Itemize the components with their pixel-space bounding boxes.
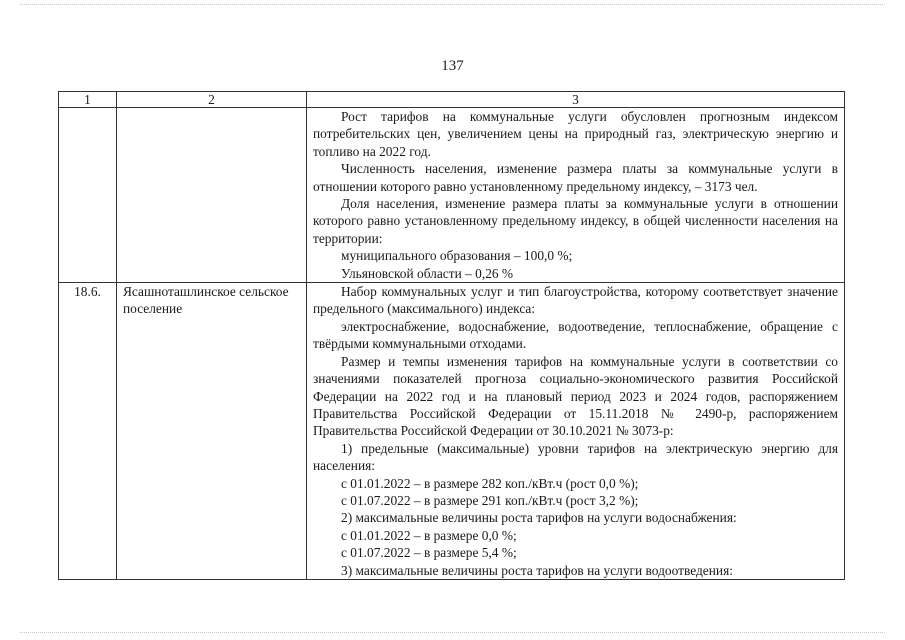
description-paragraph: с 01.01.2022 – в размере 0,0 %; xyxy=(341,527,517,543)
page-number: 137 xyxy=(441,58,464,74)
description-cell xyxy=(307,108,845,283)
description-paragraph: с 01.01.2022 – в размере 282 коп./кВт.ч (рост 0,0 %); xyxy=(341,475,639,491)
scan-edge-bottom xyxy=(20,632,885,634)
description-paragraph: с 01.07.2022 – в размере 5,4 %; xyxy=(341,545,517,561)
description-paragraph: Набор коммунальных услуг и тип благоустройства, которому соответствует значение предельного (максимального) индекса: xyxy=(313,284,838,317)
description-paragraph: Ульяновской области – 0,26 % xyxy=(341,265,514,281)
table-row xyxy=(59,283,845,580)
tariff-table xyxy=(58,91,845,580)
table-body xyxy=(59,108,845,580)
description-paragraph: с 01.07.2022 – в размере 291 коп./кВт.ч (рост 3,2 %); xyxy=(341,492,639,508)
description-paragraph: Размер и темпы изменения тарифов на коммунальные услуги в соответствии со значениями показателей прогноза социально-экономического развития Российской Федерации на 2022 год и на плановый период 2023 и 2024 годов, распоряжением Правительства Российской Федерации от 15.11.2018 № 2490-р, распоряжением Правительства Российской Федерации от 30.10.2021 № 3073-р: xyxy=(313,353,838,439)
description-paragraph: Рост тарифов на коммунальные услуги обусловлен прогнозным индексом потребительских цен, увеличением цены на природный газ, электрическую энергию и топливо на 2022 год. xyxy=(313,109,838,159)
column-header-3: 3 xyxy=(307,92,845,108)
row-number-cell: 18.6. xyxy=(59,283,117,580)
column-header-2: 2 xyxy=(117,92,307,108)
description-cell xyxy=(307,283,845,580)
row-number-cell xyxy=(59,108,117,283)
table-header-row xyxy=(59,92,845,108)
description-paragraph: муниципального образования – 100,0 %; xyxy=(341,248,573,264)
settlement-name-cell xyxy=(117,108,307,283)
description-paragraph: 2) максимальные величины роста тарифов на услуги водоснабжения: xyxy=(341,510,737,526)
description-paragraph: 3) максимальные величины роста тарифов на услуги водоотведения: xyxy=(341,562,733,578)
description-paragraph: 1) предельные (максимальные) уровни тарифов на электрическую энергию для населения: xyxy=(313,440,838,474)
description-paragraph: электроснабжение, водоснабжение, водоотведение, теплоснабжение, обращение с твёрдыми коммунальными отходами. xyxy=(313,318,838,352)
description-paragraph: Численность населения, изменение размера платы за коммунальные услуги в отношении которого равно установленному предельному индексу, – 3173 чел. xyxy=(313,161,838,194)
settlement-name-cell: Ясашноташлинское сельское поселение xyxy=(117,283,307,580)
description-paragraph: Доля населения, изменение размера платы за коммунальные услуги в отношении которого равно установленному предельному индексу, в общей численности населения на территории: xyxy=(313,196,838,246)
table-row xyxy=(59,108,845,283)
column-header-1: 1 xyxy=(59,92,117,108)
scan-edge-top xyxy=(20,4,885,6)
